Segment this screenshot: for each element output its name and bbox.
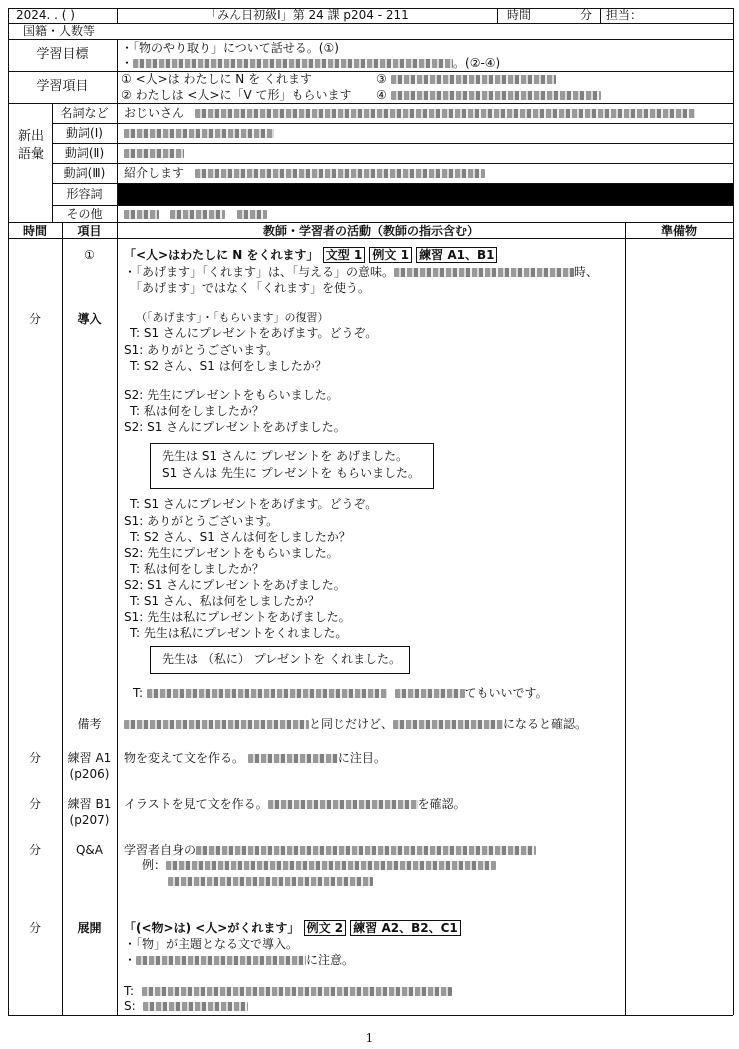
a1-time: 分 (28, 751, 41, 765)
time-label: 時間 (507, 8, 532, 22)
dev-time: 分 (28, 921, 41, 935)
item-2: ② わたしは <人>に「V て形」もらいます (121, 88, 352, 102)
qa-example-2 (168, 873, 373, 889)
lesson-date: 2024. . ( ) (16, 8, 75, 22)
vocab-verb3: 紹介します (124, 165, 485, 181)
dialog-10: S2: 先生にプレゼントをもらいました。 (124, 546, 339, 560)
tag-bunkei-1: 文型 1 (323, 247, 366, 263)
vocab-other (124, 206, 267, 222)
vocab-verb2 (124, 145, 184, 161)
a1-page: (p206) (69, 767, 110, 781)
sec1-line-1: ・「あげます」「くれます」は、「与える」の意味。 時、 (124, 265, 599, 279)
qa-item: Q&A (75, 843, 103, 857)
dialog-1: T: S1 さんにプレゼントをあげます。どうぞ。 (130, 326, 378, 340)
item-1: ① <人>は わたしに N を くれます (121, 72, 312, 86)
b1-page: (p207) (69, 813, 110, 827)
vocab-label-verb1: 動詞(Ⅰ) (66, 126, 103, 140)
sec1-title: 「<人>はわたしに N をくれます」 文型 1 例文 1 練習 A1、B1 (124, 247, 497, 263)
dialog-15: T: 先生は私にプレゼントをくれました。 (130, 626, 348, 640)
sec1-item: 導入 (77, 312, 102, 326)
dialog-11: T: 私は何をしましたか？ (130, 562, 264, 576)
qa-text: 学習者自身の (124, 842, 536, 858)
b1-text: イラストを見て文を作る。 を確認。 (124, 797, 466, 811)
tag-reibun-1: 例文 1 (369, 247, 412, 263)
vocab-label-other: その他 (66, 207, 103, 221)
nationality-label: 国籍・人数等 (23, 24, 96, 38)
dev-s-line: S: (124, 998, 248, 1014)
qa-example: 例： (142, 857, 496, 873)
a1-text: 物を変えて文を作る。 に注目。 (124, 751, 386, 765)
dialog-9: T: S2 さん、S1 さんは何をしましたか？ (130, 530, 351, 544)
lesson-title: 「みん日初級Ⅰ」第 24 課 p204 - 211 (205, 8, 409, 22)
b1-time: 分 (28, 797, 41, 811)
items-label: 学習項目 (36, 79, 89, 94)
vocab-verb1 (124, 125, 274, 141)
page-number: 1 (365, 1031, 374, 1045)
note-text: と同じだけど、 になると確認。 (124, 716, 587, 732)
a1-item: 練習 A1 (67, 751, 112, 765)
tag-renshu-a1b1: 練習 A1、B1 (416, 247, 497, 263)
dialog-12: S2: S1 さんにプレゼントをあげました。 (124, 578, 346, 592)
col-prep: 準備物 (660, 224, 697, 238)
goal-1: ・「物のやり取り」について話せる。(①) (121, 41, 339, 55)
dev-line-1: ・「物」が主題となる文で導入。 (124, 937, 299, 951)
dialog-14: S1: 先生は私にプレゼントをあげました。 (124, 610, 351, 624)
vocab-label-verb3: 動詞(Ⅲ) (63, 166, 106, 180)
qa-time: 分 (28, 843, 41, 857)
sec1-num: ① (84, 248, 95, 262)
col-activity: 教師・学習者の活動（教師の指示含む） (262, 224, 479, 238)
goal-2: ・ 。(②-④) (121, 56, 501, 70)
tag-reibun-2: 例文 2 (304, 920, 347, 936)
vocab-side-label: 新出語彙 (17, 129, 44, 162)
teacher-label: 担当： (606, 8, 643, 22)
dialog-6: S2: S1 さんにプレゼントをあげました。 (124, 420, 346, 434)
dialog-3: T: S2 さん、S1 は何をしましたか？ (130, 359, 327, 373)
item-4: ④ (376, 87, 601, 103)
col-time: 時間 (22, 224, 47, 238)
note-item: 備考 (77, 717, 102, 731)
dialog-4: S2: 先生にプレゼントをもらいました。 (124, 388, 339, 402)
col-item: 項目 (77, 224, 102, 238)
vocab-label-adj: 形容詞 (66, 187, 103, 201)
dev-item: 展開 (77, 921, 102, 935)
dialog-8: S1: ありがとうございます。 (124, 514, 279, 528)
item-3: ③ (376, 71, 556, 87)
dialog-7: T: S1 さんにプレゼントをあげます。どうぞ。 (130, 497, 378, 511)
dev-line-2: ・ に注意。 (124, 953, 355, 967)
sec1-line-2: 「あげます」ではなく「くれます」を使う。 (130, 281, 371, 295)
dev-t-line: T: (124, 983, 452, 999)
example-box-1-line-2: S1 さんは 先生に プレゼントを もらいました。 (162, 466, 421, 480)
sec1-review: （「あげます」・「もらいます」の復習） (136, 311, 329, 324)
b1-item: 練習 B1 (67, 797, 112, 811)
goal-label: 学習目標 (36, 47, 89, 62)
vocab-label-verb2: 動詞(Ⅱ) (64, 146, 105, 160)
example-box-2-line: 先生は （私に） プレゼントを くれました。 (162, 652, 401, 666)
sec1-t-line: T: てもいいです。 (133, 686, 548, 700)
vocab-adj-redacted (118, 184, 733, 205)
dev-title: 「(<物>は) <人>がくれます」 例文 2 練習 A2、B2、C1 (124, 920, 461, 936)
sec1-time: 分 (28, 312, 41, 326)
example-box-1-line-1: 先生は S1 さんに プレゼントを あげました。 (162, 449, 409, 463)
vocab-label-noun: 名詞など (60, 106, 109, 120)
dialog-2: S1: ありがとうございます。 (124, 343, 279, 357)
dialog-13: T: S1 さん、私は何をしましたか？ (130, 594, 320, 608)
minute-label: 分 (580, 8, 593, 22)
dialog-5: T: 私は何をしましたか？ (130, 404, 264, 418)
vocab-noun: おじいさん (124, 105, 695, 121)
tag-renshu-a2b2c1: 練習 A2、B2、C1 (350, 920, 460, 936)
